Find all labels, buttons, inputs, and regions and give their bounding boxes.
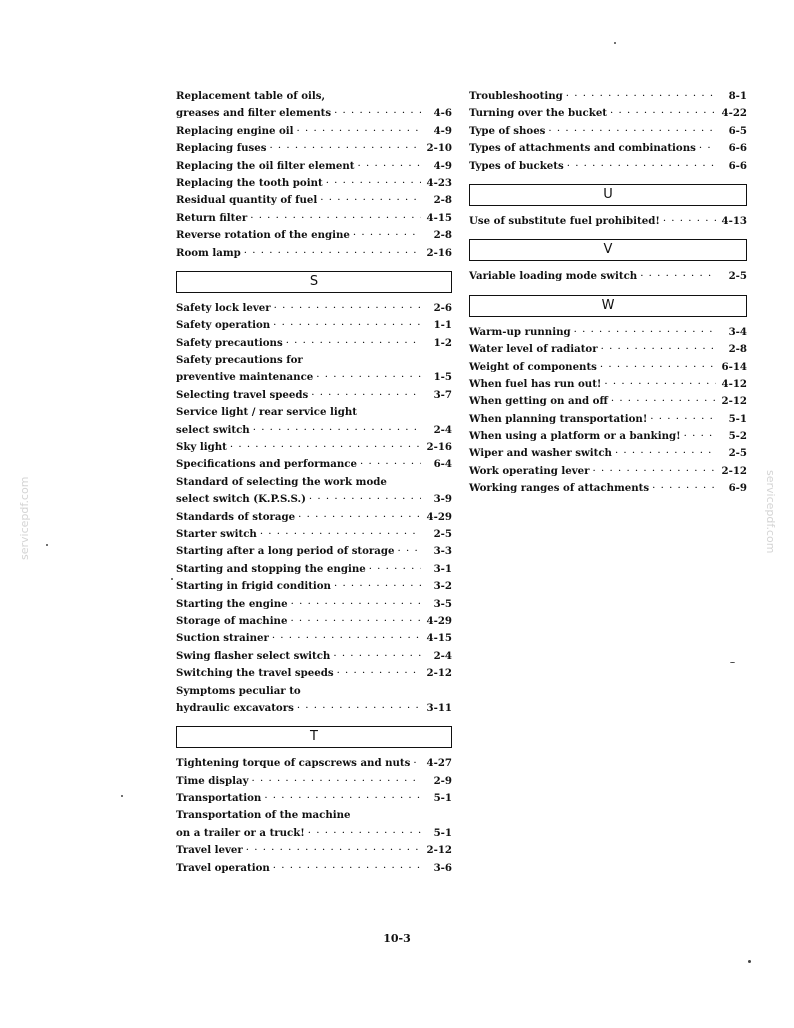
index-entry xyxy=(469,463,747,480)
index-entry-text: Variable loading mode switch xyxy=(469,270,638,283)
dot-leader xyxy=(253,422,421,439)
index-entry-page: 1-5 xyxy=(433,371,452,384)
index-entry-page: 2-16 xyxy=(426,246,452,259)
index-left-column xyxy=(176,88,452,877)
dot-leader xyxy=(610,105,716,122)
index-entry-page: 2-12 xyxy=(721,395,747,408)
section-letter-v: V xyxy=(469,239,747,261)
dot-leader xyxy=(230,439,421,456)
index-entry xyxy=(176,648,452,665)
index-entry-page: 2-4 xyxy=(433,423,452,436)
dot-leader xyxy=(548,123,716,140)
index-entry-text: Starting and stopping the engine xyxy=(176,562,366,575)
dot-leader xyxy=(333,648,421,665)
index-entry xyxy=(469,324,747,341)
index-entry-text: Use of substitute fuel prohibited! xyxy=(469,214,660,227)
dot-leader xyxy=(663,213,716,230)
index-entry xyxy=(176,123,452,140)
index-entry xyxy=(469,213,747,230)
index-entry xyxy=(469,393,747,410)
index-entry-text: Water level of radiator xyxy=(469,343,598,356)
index-entry xyxy=(176,300,452,317)
index-entry-page: 2-8 xyxy=(433,229,452,242)
index-entry-text: Selecting travel speeds xyxy=(176,388,309,401)
index-entry xyxy=(176,369,452,386)
index-entry-text: When using a platform or a banking! xyxy=(469,430,681,443)
index-entry-page: 4-13 xyxy=(721,214,747,227)
dot-leader xyxy=(260,526,421,543)
dot-leader xyxy=(298,509,421,526)
index-entry-text: select switch xyxy=(176,423,250,436)
dot-leader xyxy=(337,665,421,682)
index-entry-page: 2-12 xyxy=(426,667,452,680)
index-entry-text: Types of attachments and combinations xyxy=(469,142,696,155)
index-entry-page: 4-15 xyxy=(426,632,452,645)
index-entry-page: 2-4 xyxy=(433,649,452,662)
dot-leader xyxy=(593,463,716,480)
index-entry xyxy=(176,613,452,630)
index-entry-page: 3-4 xyxy=(728,325,747,338)
dot-leader xyxy=(567,158,716,175)
index-entry xyxy=(469,376,747,393)
dot-leader xyxy=(309,491,421,508)
index-entry-page: 6-5 xyxy=(728,124,747,137)
index-entry-text: Time display xyxy=(176,774,249,787)
dot-leader xyxy=(398,543,422,560)
dot-leader xyxy=(272,630,421,647)
index-entry-text: Transportation xyxy=(176,792,262,805)
index-entry-heading: Transportation of the machine xyxy=(176,809,351,822)
index-entry-page: 6-9 xyxy=(728,482,747,495)
index-entry-page: 2-5 xyxy=(433,527,452,540)
index-entry-text: Replacing engine oil xyxy=(176,124,294,137)
dot-leader xyxy=(358,158,421,175)
index-entry xyxy=(469,341,747,358)
index-entry-text: Replacing fuses xyxy=(176,142,267,155)
index-entry-text: Switching the travel speeds xyxy=(176,667,334,680)
index-entry-text: Starting in frigid condition xyxy=(176,580,331,593)
index-entry-text: Reverse rotation of the engine xyxy=(176,229,350,242)
dot-leader xyxy=(601,341,716,358)
index-entry-text: Travel operation xyxy=(176,861,270,874)
index-entry-page: 2-5 xyxy=(728,270,747,283)
index-entry-text: Suction strainer xyxy=(176,632,269,645)
index-entry xyxy=(176,439,452,456)
index-entry-page: 2-8 xyxy=(433,194,452,207)
index-entry xyxy=(469,88,747,105)
scan-speck xyxy=(171,578,173,580)
index-entry-text: Residual quantity of fuel xyxy=(176,194,318,207)
index-entry xyxy=(176,561,452,578)
index-entry xyxy=(176,456,452,473)
watermark-left: servicepdf.com xyxy=(18,476,31,560)
dot-leader xyxy=(316,369,421,386)
index-entry xyxy=(176,158,452,175)
index-entry xyxy=(176,578,452,595)
index-entry-text: Types of buckets xyxy=(469,159,564,172)
watermark-right: servicepdf.com xyxy=(764,470,777,554)
dot-leader xyxy=(369,561,421,578)
index-entry xyxy=(176,245,452,262)
index-entry-text: Weight of components xyxy=(469,360,597,373)
dot-leader xyxy=(684,428,716,445)
dot-leader xyxy=(611,393,716,410)
index-entry-page: 4-15 xyxy=(426,211,452,224)
index-entry-page: 4-23 xyxy=(426,176,452,189)
scan-speck xyxy=(614,42,616,44)
index-entry-text: Tightening torque of capscrews and nuts xyxy=(176,757,411,770)
index-entry-text: greases and filter elements xyxy=(176,107,332,120)
index-entry-heading: Standard of selecting the work mode xyxy=(176,475,387,488)
index-entry-text: Swing flasher select switch xyxy=(176,649,331,662)
index-entry xyxy=(176,790,452,807)
dot-leader xyxy=(246,842,421,859)
index-entry xyxy=(176,491,452,508)
index-entry-text: Sky light xyxy=(176,441,227,454)
dot-leader xyxy=(650,411,716,428)
section-letter-s: S xyxy=(176,271,452,293)
index-entry-heading: Replacement table of oils, xyxy=(176,90,326,102)
index-entry-page: 2-8 xyxy=(728,343,747,356)
index-entry xyxy=(469,105,747,122)
index-entry-page: 2-9 xyxy=(433,774,452,787)
index-entry-page: 2-12 xyxy=(721,464,747,477)
dot-leader xyxy=(699,140,716,157)
index-entry xyxy=(469,480,747,497)
index-entry-page: 2-10 xyxy=(426,142,452,155)
index-entry xyxy=(176,227,452,244)
index-entry xyxy=(176,105,452,122)
index-entry-text: Storage of machine xyxy=(176,614,288,627)
index-entry xyxy=(176,755,452,772)
index-entry xyxy=(469,123,747,140)
index-entry-page: 4-29 xyxy=(426,510,452,523)
index-entry-text: Starter switch xyxy=(176,527,257,540)
index-entry xyxy=(176,317,452,334)
index-entry-page: 3-7 xyxy=(433,388,452,401)
index-entry xyxy=(176,630,452,647)
index-entry-text: Replacing the oil filter element xyxy=(176,159,355,172)
index-entry-page: 8-1 xyxy=(728,90,747,102)
dot-leader xyxy=(604,376,716,393)
index-entry-text: preventive maintenance xyxy=(176,371,314,384)
index-entry-text: Warm-up running xyxy=(469,325,571,338)
index-entry-text: Starting after a long period of storage xyxy=(176,545,395,558)
index-entry-page: 4-6 xyxy=(433,107,452,120)
index-entry-page: 4-27 xyxy=(426,757,452,770)
index-entry-page: 3-2 xyxy=(433,580,452,593)
index-entry-text: Safety precautions xyxy=(176,336,283,349)
index-entry xyxy=(469,359,747,376)
index-entry-page: 5-1 xyxy=(433,826,452,839)
index-entry xyxy=(176,526,452,543)
dot-leader xyxy=(566,88,716,105)
index-entry-text: Replacing the tooth point xyxy=(176,176,323,189)
index-entry-page: 2-6 xyxy=(433,301,452,314)
section-letter-t: T xyxy=(176,726,452,748)
dot-leader xyxy=(264,790,421,807)
index-entry-page: 2-16 xyxy=(426,441,452,454)
index-entry-heading: Safety precautions for xyxy=(176,354,303,367)
dot-leader xyxy=(297,700,421,717)
dot-leader xyxy=(274,300,421,317)
index-entry xyxy=(469,411,747,428)
dot-leader xyxy=(311,387,421,404)
dot-leader xyxy=(273,317,421,334)
index-entry-text: Room lamp xyxy=(176,246,241,259)
dot-leader xyxy=(252,773,421,790)
index-entry xyxy=(176,422,452,439)
dot-leader xyxy=(600,359,716,376)
scan-speck xyxy=(748,960,751,963)
page-number: 10-3 xyxy=(383,932,411,945)
index-entry-text: Standards of storage xyxy=(176,510,296,523)
dot-leader xyxy=(269,140,421,157)
index-entry-text: Wiper and washer switch xyxy=(469,447,612,460)
dot-leader xyxy=(334,105,421,122)
index-entry-page: 4-9 xyxy=(433,159,452,172)
index-entry-text: Work operating lever xyxy=(469,464,590,477)
index-entry-page: 1-2 xyxy=(433,336,452,349)
scan-speck xyxy=(730,662,735,663)
index-entry-page: 4-12 xyxy=(721,377,747,390)
dot-leader xyxy=(290,613,421,630)
index-entry xyxy=(469,140,747,157)
scan-speck xyxy=(121,795,123,797)
index-entry-text: Return filter xyxy=(176,211,248,224)
dot-leader xyxy=(250,210,421,227)
dot-leader xyxy=(615,445,716,462)
index-entry-page: 4-22 xyxy=(721,107,747,120)
index-entry-page: 5-1 xyxy=(728,412,747,425)
section-letter-w: W xyxy=(469,295,747,317)
index-entry xyxy=(176,509,452,526)
index-entry-page: 3-5 xyxy=(433,597,452,610)
index-entry-text: on a trailer or a truck! xyxy=(176,826,305,839)
index-entry xyxy=(176,700,452,717)
dot-leader xyxy=(334,578,421,595)
index-entry-text: Starting the engine xyxy=(176,597,288,610)
index-entry xyxy=(469,158,747,175)
index-entry xyxy=(176,665,452,682)
index-entry-text: Type of shoes xyxy=(469,124,546,137)
index-entry-text: When fuel has run out! xyxy=(469,377,602,390)
dot-leader xyxy=(652,480,716,497)
scan-speck xyxy=(46,544,48,546)
index-entry-page: 4-9 xyxy=(433,124,452,137)
index-entry xyxy=(469,445,747,462)
index-entry-text: When getting on and off xyxy=(469,395,608,408)
dot-leader xyxy=(574,324,716,341)
index-entry xyxy=(176,773,452,790)
index-entry-page: 4-29 xyxy=(426,614,452,627)
index-entry xyxy=(176,335,452,352)
dot-leader xyxy=(360,456,421,473)
index-entry-page: 3-3 xyxy=(433,545,452,558)
index-entry xyxy=(176,825,452,842)
index-entry-text: Specifications and performance xyxy=(176,458,357,471)
index-entry-page: 3-1 xyxy=(433,562,452,575)
index-entry xyxy=(176,387,452,404)
index-entry-page: 5-1 xyxy=(433,792,452,805)
index-entry-text: select switch (K.P.S.S.) xyxy=(176,493,306,506)
dot-leader xyxy=(640,268,716,285)
index-entry-text: Safety operation xyxy=(176,319,271,332)
dot-leader xyxy=(308,825,421,842)
index-entry xyxy=(469,268,747,285)
index-entry-text: Troubleshooting xyxy=(469,90,563,102)
index-entry-page: 3-9 xyxy=(433,493,452,506)
dot-leader xyxy=(326,175,421,192)
index-entry-text: Safety lock lever xyxy=(176,301,271,314)
index-entry-text: Travel lever xyxy=(176,844,243,857)
index-entry-page: 6-6 xyxy=(728,142,747,155)
index-entry xyxy=(176,210,452,227)
section-letter-u: U xyxy=(469,184,747,206)
index-entry xyxy=(176,140,452,157)
index-entry-text: When planning transportation! xyxy=(469,412,648,425)
index-entry-heading: Service light / rear service light xyxy=(176,406,357,419)
index-entry-page: 3-6 xyxy=(433,861,452,874)
index-entry-page: 6-4 xyxy=(433,458,452,471)
index-entry-page: 6-6 xyxy=(728,159,747,172)
dot-leader xyxy=(353,227,421,244)
dot-leader xyxy=(297,123,421,140)
dot-leader xyxy=(244,245,421,262)
index-entry xyxy=(176,175,452,192)
index-entry xyxy=(176,543,452,560)
index-entry-page: 1-1 xyxy=(433,319,452,332)
index-entry-text: Working ranges of attachments xyxy=(469,482,650,495)
index-entry-heading: Symptoms peculiar to xyxy=(176,684,301,697)
index-entry-page: 3-11 xyxy=(426,701,452,714)
index-entry xyxy=(469,428,747,445)
index-entry-text: Turning over the bucket xyxy=(469,107,608,120)
dot-leader xyxy=(273,860,421,877)
dot-leader xyxy=(291,596,421,613)
index-entry-page: 5-2 xyxy=(728,430,747,443)
dot-leader xyxy=(320,192,421,209)
index-entry xyxy=(176,596,452,613)
index-entry xyxy=(176,842,452,859)
index-entry-page: 2-12 xyxy=(426,844,452,857)
index-entry-page: 6-14 xyxy=(721,360,747,373)
dot-leader xyxy=(286,335,421,352)
dot-leader xyxy=(413,755,421,772)
index-right-column xyxy=(469,88,747,498)
index-entry xyxy=(176,860,452,877)
index-entry-text: hydraulic excavators xyxy=(176,701,294,714)
index-entry-page: 2-5 xyxy=(728,447,747,460)
index-entry xyxy=(176,192,452,209)
